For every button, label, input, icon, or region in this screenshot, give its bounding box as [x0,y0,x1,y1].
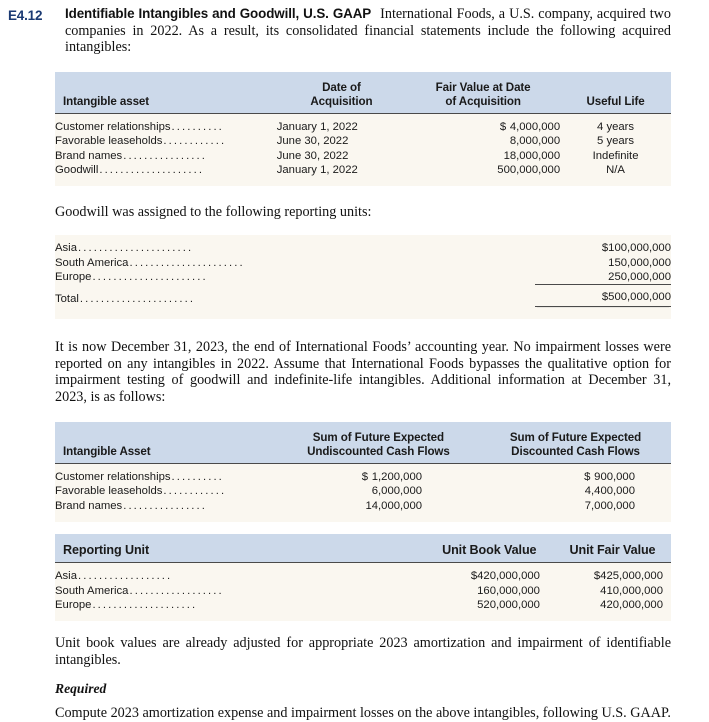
dot-leader: .................. [129,584,224,597]
pad-cell [425,534,554,543]
col-intangible-asset-blank [55,431,277,445]
row-label-leader [55,293,535,305]
money-value [500,135,560,147]
dot-leader: .................... [99,164,205,177]
row-label-cell [55,270,535,285]
dot-leader: ...................... [79,293,196,305]
cash-flows-table [55,422,671,522]
row-date-cell: June 30, 2022 [276,149,349,162]
amount-value: 18,000,000 [503,149,561,162]
row-label-leader [55,585,425,597]
exercise-intro-block [65,6,671,56]
amount-value: 4,400,000 [584,485,635,498]
row-label-leader [55,135,277,147]
row-discounted-cell [480,484,671,498]
row-label-cell [55,569,425,583]
row-discounted-cell [480,499,671,513]
cash-flows-table-head [55,422,671,464]
goodwill-total-row [55,285,671,306]
row-usefullife-cell: 5 years [597,135,635,148]
exercise-header [0,0,709,56]
table-row [55,598,671,612]
row-label-cell [55,470,277,484]
col-unit-book-value: Unit Book Value [425,543,554,563]
pad-cell [406,72,560,81]
row-label-leader [55,570,425,582]
goodwill-table [55,235,671,319]
row-label-cell [55,134,277,148]
pad-cell [480,422,671,431]
table-row [55,120,671,134]
col-intangible-asset: Intangible Asset [55,445,277,464]
col-undiscounted-line2: Undiscounted Cash Flows [277,445,480,464]
row-fair-value-cell: 410,000,000 [600,584,663,597]
dot-leader: ...................... [129,256,245,269]
row-label-text: Customer relationships [55,120,171,133]
amount-value: 8,000,000 [509,135,561,148]
dot-leader: ............ [163,485,227,498]
required-heading: Required [55,680,107,696]
row-label-cell [55,583,425,597]
closing-paragraph: Unit book values are already adjusted for appropriate 2023 amortization and impairment of identifiable intangibles. [55,635,671,669]
pad-cell [554,534,671,543]
col-usefullife-blank [560,81,671,95]
row-label-cell [55,241,535,255]
row-date-cell: June 30, 2022 [276,135,349,148]
row-amount-cell: 250,000,000 [608,271,671,284]
col-intangible-asset-blank [55,81,277,95]
row-usefullife-cell: N/A [606,164,625,177]
col-unit-fair-value: Unit Fair Value [554,543,671,563]
spacer [0,406,709,422]
col-fairvalue-line2: of Acquisition [406,95,560,114]
reporting-units-table [55,534,671,621]
row-label-cell [55,256,535,270]
row-book-value-cell: 520,000,000 [477,599,540,612]
money-value [494,150,561,162]
spacer [0,522,709,534]
row-undiscounted-cell [277,484,480,498]
col-undiscounted-line1 [277,431,480,445]
row-date-cell: January 1, 2022 [276,120,358,133]
col-discounted-line2: Discounted Cash Flows [480,445,671,464]
row-fairvalue-cell [406,163,560,177]
money-value [487,164,560,176]
row-label-text: Asia [55,570,77,583]
dot-leader: .......... [171,120,224,133]
table-row [55,569,671,583]
intangibles-table [55,72,671,187]
pad-cell [277,422,480,431]
row-label-leader [55,242,535,254]
row-label-text: Customer relationships [55,471,171,484]
row-fair-value-cell: 420,000,000 [600,599,663,612]
row-date-cell: January 1, 2022 [276,164,358,177]
total-label-text: Total [55,293,79,305]
body-pad-row [55,306,671,319]
exercise-number: E4.12 [8,8,43,23]
row-usefullife-cell: 4 years [597,120,635,133]
money-value [500,121,560,133]
header-row-line1 [55,431,671,445]
row-label-leader [55,150,277,162]
header-row-line2 [55,95,671,114]
row-label-leader [55,121,277,133]
pad-cell [55,513,671,522]
row-undiscounted-cell [277,499,480,513]
row-label-text: Favorable leaseholds [55,135,163,148]
header-row [55,543,671,563]
col-undiscounted-line1-label: Sum of Future Expected [312,430,444,444]
dot-leader: .................... [92,599,198,612]
row-label-cell [55,484,277,498]
row-label-leader [55,500,277,512]
row-label-text: Europe [55,599,92,612]
table-row [55,149,671,163]
intangibles-table-body [55,113,671,186]
col-reporting-unit: Reporting Unit [55,543,425,563]
row-label-leader [55,164,277,176]
col-date-line1-label: Date of [322,80,361,94]
cash-flows-table-body [55,463,671,522]
dot-leader: .......... [171,471,224,484]
currency-symbol: $ [361,471,369,484]
spacer [0,621,709,635]
middle-paragraph: It is now December 31, 2023, the end of International Foods’ accounting year. No impairment losses were reported on any intangibles in 2022. Assume that International Foods bypasses the qualitative option for impairment testing of goodwill and indefinite-life intangibles. Additional information at December 31, 2023, is as follows: [55,338,671,406]
cash-flows-table-wrap [55,422,671,522]
money-value [355,500,422,512]
goodwill-table-wrap [55,235,671,319]
pad-cell [55,177,671,186]
exercise-title: Identifiable Intangibles and Goodwill, U.S. GAAP [65,6,372,21]
intangibles-table-wrap [55,72,671,187]
row-label-text: Brand names [55,149,123,162]
row-label-text: Europe [55,271,92,284]
table-row [55,484,671,498]
row-label-leader [55,471,277,483]
row-label-text: Goodwill [55,164,99,177]
pad-cell [55,612,671,621]
table-row [55,134,671,148]
row-label-text: Favorable leaseholds [55,485,163,498]
row-label-cell [55,149,277,163]
dot-leader: ................ [123,149,208,162]
pad-cell [277,72,406,81]
row-label-leader [55,599,425,611]
spacer [0,697,709,705]
row-label-text: Brand names [55,499,123,512]
body-pad-row [55,612,671,621]
money-value [584,471,635,483]
reporting-units-table-wrap [55,534,671,621]
row-undiscounted-cell [277,470,480,484]
row-label-text: South America [55,584,129,597]
pad-cell [55,422,277,431]
spacer [0,669,709,681]
header-row-line1 [55,81,671,95]
row-amount-cell: 150,000,000 [608,256,671,269]
col-date-line1 [277,81,406,95]
row-fairvalue-cell [406,149,560,163]
col-fairvalue-line1 [406,81,560,95]
row-label-cell [55,499,277,513]
row-discounted-cell [480,470,671,484]
dot-leader: ...................... [77,242,194,255]
col-fairvalue-line1-label: Fair Value at Date [435,80,531,94]
row-label-cell [55,598,425,612]
amount-value: 14,000,000 [365,499,423,512]
col-intangible-asset: Intangible asset [55,95,277,114]
money-value [362,485,422,497]
currency-symbol: $ [584,471,591,484]
row-label-leader [55,485,277,497]
dot-leader: ................ [123,499,208,512]
amount-value: 900,000 [594,471,635,484]
intangibles-table-head [55,72,671,114]
amount-value: 4,000,000 [509,120,561,133]
spacer [0,56,709,72]
total-label-cell [55,285,535,306]
row-usefullife-cell: Indefinite [592,149,639,162]
header-pad-row [55,422,671,431]
table-row [55,583,671,597]
pad-cell [55,306,671,319]
goodwill-table-body [55,235,671,319]
dot-leader: ...................... [92,271,208,284]
header-pad-row [55,72,671,81]
row-book-value-cell: 160,000,000 [477,584,540,597]
dot-leader: ............ [163,135,227,148]
row-amount-cell: $100,000,000 [601,242,671,255]
row-fairvalue-cell [406,120,560,134]
table-row [55,256,671,270]
pad-cell [55,534,425,543]
row-fairvalue-cell [406,134,560,148]
total-amount-cell: $500,000,000 [535,285,671,306]
pad-cell [55,72,277,81]
exercise-intro-text: International Foods, a U.S. company, acquired two companies in 2022. As a result, its consolidated financial statements include the following acquired intangibles: [65,6,672,56]
row-label-leader [55,271,535,283]
amount-value: 7,000,000 [584,499,635,512]
currency-symbol: $ [499,120,507,133]
table-row [55,241,671,255]
row-label-leader [55,257,535,269]
header-pad-row [55,534,671,543]
reporting-units-table-head [55,534,671,563]
table-row [55,270,671,285]
money-value [575,500,635,512]
row-fair-value-cell: $425,000,000 [593,570,663,583]
row-label-cell [55,120,277,134]
dot-leader: .................. [77,570,173,583]
goodwill-intro-paragraph: Goodwill was assigned to the following reporting units: [55,204,372,221]
col-date-line2: Acquisition [277,95,406,114]
row-label-text: South America [55,256,129,269]
pad-cell [560,72,671,81]
money-value [575,485,635,497]
row-book-value-cell: $420,000,000 [470,570,540,583]
spacer [0,319,709,339]
reporting-units-table-body [55,563,671,622]
required-text: Compute 2023 amortization expense and impairment losses on the above intangibles, following U.S. GAAP. [55,704,671,721]
col-usefullife: Useful Life [560,95,671,114]
col-discounted-line1-label: Sum of Future Expected [509,430,642,444]
row-label-text: Asia [55,242,77,255]
spacer [0,221,709,235]
table-row [55,470,671,484]
body-pad-row [55,513,671,522]
money-value [362,471,422,483]
header-row-line2 [55,445,671,464]
amount-value: 6,000,000 [371,485,423,498]
row-label-cell [55,163,277,177]
amount-value: 500,000,000 [497,164,561,177]
spacer [0,186,709,204]
amount-value: 1,200,000 [371,471,423,484]
table-row [55,163,671,177]
col-discounted-line1 [480,431,671,445]
body-pad-row [55,177,671,186]
table-row [55,499,671,513]
